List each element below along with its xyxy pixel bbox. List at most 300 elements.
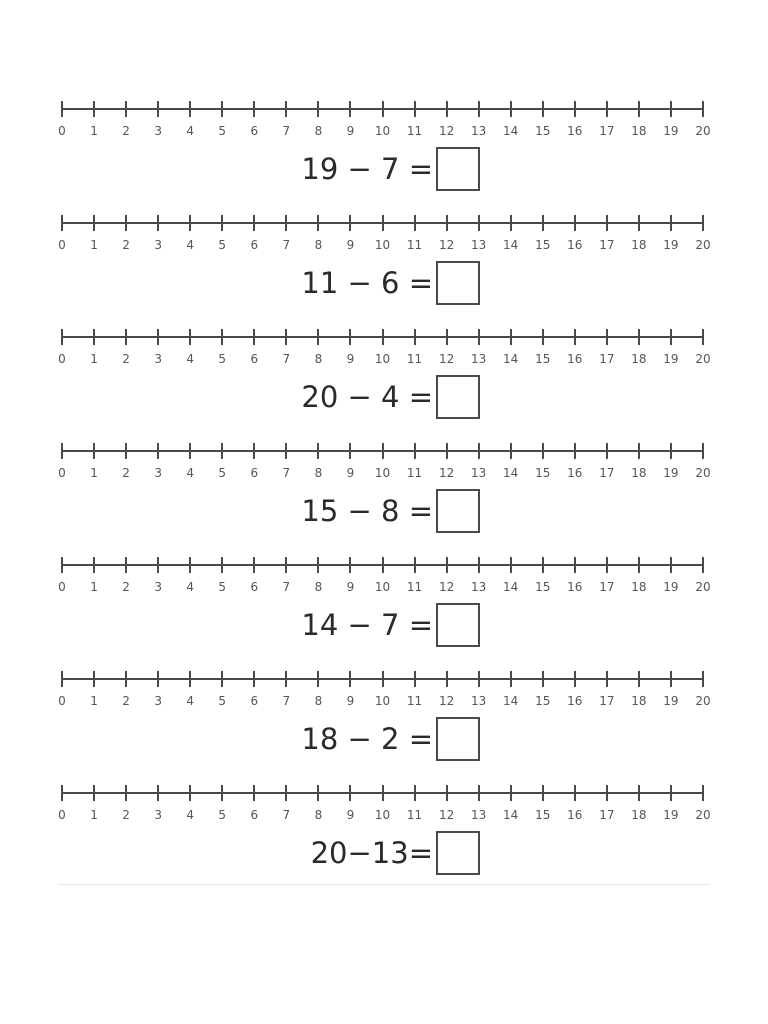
tick-label: 14: [503, 352, 519, 366]
tick-mark: [157, 101, 159, 117]
tick-label: 5: [218, 466, 227, 480]
tick-mark: [317, 101, 319, 117]
tick-label: 15: [535, 808, 551, 822]
tick-mark: [702, 557, 704, 573]
tick-label: 17: [599, 352, 615, 366]
tick-mark: [670, 215, 672, 231]
tick-label: 18: [631, 466, 647, 480]
tick-label: 19: [663, 352, 679, 366]
tick-label: 4: [186, 238, 194, 252]
tick-label: 14: [503, 808, 519, 822]
tick-mark: [285, 785, 287, 801]
tick-mark: [606, 101, 608, 117]
tick-label: 11: [406, 238, 423, 252]
equation-text: 18 − 2 =: [301, 722, 433, 756]
tick-label: 12: [438, 466, 455, 480]
answer-box[interactable]: [436, 375, 480, 419]
tick-mark: [285, 101, 287, 117]
tick-mark: [382, 101, 384, 117]
tick-label: 5: [218, 352, 227, 366]
tick-mark: [414, 329, 416, 345]
tick-mark: [670, 101, 672, 117]
tick-label: 19: [663, 580, 679, 594]
tick-label: 15: [535, 694, 551, 708]
tick-label: 20: [695, 466, 711, 480]
tick-label: 5: [218, 238, 227, 252]
tick-label: 15: [535, 580, 551, 594]
tick-mark: [638, 101, 640, 117]
tick-label: 17: [599, 808, 615, 822]
tick-label: 4: [186, 124, 194, 138]
tick-mark: [125, 785, 127, 801]
tick-mark: [61, 785, 63, 801]
tick-mark: [414, 557, 416, 573]
tick-mark: [285, 215, 287, 231]
tick-label: 17: [599, 124, 615, 138]
problem-4: [0, 443, 768, 557]
tick-mark: [253, 671, 255, 687]
tick-label: 3: [154, 238, 162, 252]
tick-label: 10: [374, 580, 391, 594]
tick-label: 5: [218, 694, 227, 708]
tick-mark: [157, 557, 159, 573]
tick-mark: [125, 215, 127, 231]
tick-mark: [221, 557, 223, 573]
tick-mark: [478, 785, 480, 801]
tick-mark: [606, 215, 608, 231]
tick-mark: [93, 671, 95, 687]
problem-2: [0, 215, 768, 329]
tick-mark: [349, 215, 351, 231]
tick-mark: [702, 215, 704, 231]
tick-label: 4: [186, 466, 194, 480]
tick-mark: [638, 329, 640, 345]
tick-label: 18: [631, 238, 647, 252]
tick-label: 2: [122, 694, 130, 708]
tick-label: 6: [250, 238, 259, 252]
tick-label: 16: [567, 124, 583, 138]
tick-label: 0: [58, 352, 66, 366]
tick-label: 17: [599, 694, 615, 708]
tick-mark: [253, 785, 255, 801]
tick-mark: [702, 785, 704, 801]
tick-label: 8: [314, 694, 323, 708]
answer-box[interactable]: [436, 147, 480, 191]
tick-label: 13: [471, 352, 487, 366]
tick-label: 17: [599, 466, 615, 480]
tick-label: 10: [374, 694, 391, 708]
tick-label: 6: [250, 694, 259, 708]
tick-mark: [670, 557, 672, 573]
equation: [301, 601, 480, 649]
tick-label: 19: [663, 694, 679, 708]
tick-mark: [478, 443, 480, 459]
equation-text: 15 − 8 =: [301, 494, 433, 528]
number-line: [58, 215, 711, 259]
tick-mark: [93, 215, 95, 231]
tick-mark: [253, 557, 255, 573]
tick-mark: [189, 671, 191, 687]
tick-mark: [157, 785, 159, 801]
tick-mark: [253, 215, 255, 231]
tick-label: 12: [438, 238, 455, 252]
tick-mark: [574, 443, 576, 459]
tick-label: 11: [406, 694, 423, 708]
tick-mark: [670, 443, 672, 459]
problem-3: [0, 329, 768, 443]
tick-label: 1: [90, 808, 98, 822]
tick-label: 1: [90, 580, 98, 594]
tick-mark: [349, 101, 351, 117]
tick-mark: [638, 443, 640, 459]
tick-mark: [542, 443, 544, 459]
tick-mark: [670, 671, 672, 687]
tick-mark: [221, 329, 223, 345]
tick-mark: [189, 557, 191, 573]
tick-mark: [125, 443, 127, 459]
tick-mark: [478, 329, 480, 345]
tick-label: 6: [250, 580, 259, 594]
equation-text: 14 − 7 =: [301, 608, 433, 642]
tick-mark: [382, 557, 384, 573]
tick-mark: [221, 785, 223, 801]
tick-mark: [414, 215, 416, 231]
tick-label: 9: [346, 694, 355, 708]
tick-label: 11: [406, 580, 423, 594]
tick-label: 0: [58, 466, 66, 480]
tick-label: 8: [314, 238, 323, 252]
tick-mark: [93, 557, 95, 573]
tick-mark: [189, 329, 191, 345]
tick-label: 8: [314, 580, 323, 594]
tick-mark: [93, 329, 95, 345]
tick-label: 4: [186, 694, 194, 708]
tick-mark: [317, 215, 319, 231]
tick-mark: [574, 215, 576, 231]
tick-mark: [574, 671, 576, 687]
tick-mark: [638, 557, 640, 573]
equation-text: 19 − 7 =: [301, 152, 433, 186]
problem-7: [0, 785, 768, 899]
tick-mark: [382, 443, 384, 459]
tick-label: 18: [631, 352, 647, 366]
tick-label: 7: [282, 808, 291, 822]
tick-label: 8: [314, 124, 323, 138]
tick-label: 16: [567, 352, 583, 366]
tick-label: 15: [535, 466, 551, 480]
tick-mark: [157, 443, 159, 459]
tick-mark: [414, 785, 416, 801]
problem-6: [0, 671, 768, 785]
tick-label: 18: [631, 694, 647, 708]
number-line: [58, 785, 711, 829]
tick-mark: [670, 785, 672, 801]
tick-label: 7: [282, 694, 291, 708]
tick-mark: [510, 101, 512, 117]
tick-label: 13: [471, 466, 487, 480]
tick-mark: [125, 101, 127, 117]
tick-mark: [349, 443, 351, 459]
tick-label: 3: [154, 694, 162, 708]
tick-mark: [638, 671, 640, 687]
tick-label: 16: [567, 808, 583, 822]
tick-label: 2: [122, 238, 130, 252]
tick-label: 15: [535, 352, 551, 366]
tick-label: 13: [471, 580, 487, 594]
tick-mark: [702, 671, 704, 687]
tick-label: 1: [90, 352, 98, 366]
tick-mark: [542, 557, 544, 573]
tick-mark: [221, 215, 223, 231]
tick-label: 12: [438, 694, 455, 708]
tick-mark: [574, 101, 576, 117]
tick-label: 16: [567, 466, 583, 480]
tick-label: 0: [58, 580, 66, 594]
tick-label: 0: [58, 808, 66, 822]
tick-mark: [606, 557, 608, 573]
tick-mark: [446, 329, 448, 345]
tick-mark: [61, 443, 63, 459]
tick-mark: [574, 329, 576, 345]
tick-mark: [510, 215, 512, 231]
tick-mark: [61, 101, 63, 117]
tick-label: 4: [186, 808, 194, 822]
tick-mark: [61, 215, 63, 231]
tick-mark: [285, 557, 287, 573]
tick-label: 1: [90, 466, 98, 480]
tick-mark: [253, 101, 255, 117]
answer-box[interactable]: [436, 717, 480, 761]
tick-label: 14: [503, 124, 519, 138]
tick-mark: [189, 215, 191, 231]
tick-label: 19: [663, 808, 679, 822]
tick-mark: [510, 785, 512, 801]
equation-text: 11 − 6 =: [301, 266, 433, 300]
tick-label: 11: [406, 466, 423, 480]
tick-mark: [253, 443, 255, 459]
number-line: [58, 329, 711, 373]
equation-text: 20 − 4 =: [301, 380, 433, 414]
tick-label: 18: [631, 808, 647, 822]
tick-mark: [638, 785, 640, 801]
answer-box[interactable]: [436, 831, 480, 875]
tick-label: 14: [503, 238, 519, 252]
equation: [301, 145, 480, 193]
tick-label: 7: [282, 124, 291, 138]
tick-label: 2: [122, 352, 130, 366]
tick-label: 18: [631, 124, 647, 138]
tick-label: 12: [438, 124, 455, 138]
tick-label: 6: [250, 808, 259, 822]
tick-mark: [61, 671, 63, 687]
tick-mark: [606, 443, 608, 459]
tick-label: 18: [631, 580, 647, 594]
tick-label: 5: [218, 808, 227, 822]
equation: [301, 715, 480, 763]
tick-mark: [414, 671, 416, 687]
tick-label: 12: [438, 580, 455, 594]
tick-mark: [93, 785, 95, 801]
tick-mark: [510, 671, 512, 687]
tick-mark: [446, 443, 448, 459]
tick-mark: [542, 101, 544, 117]
tick-label: 10: [374, 352, 391, 366]
tick-mark: [542, 671, 544, 687]
tick-label: 1: [90, 238, 98, 252]
tick-label: 15: [535, 238, 551, 252]
tick-mark: [414, 443, 416, 459]
equation: [311, 829, 480, 877]
tick-label: 9: [346, 808, 355, 822]
tick-mark: [317, 443, 319, 459]
tick-mark: [606, 671, 608, 687]
tick-label: 5: [218, 580, 227, 594]
bottom-divider: [58, 884, 710, 885]
tick-mark: [125, 557, 127, 573]
tick-label: 3: [154, 808, 162, 822]
tick-mark: [542, 215, 544, 231]
tick-mark: [478, 215, 480, 231]
tick-mark: [317, 671, 319, 687]
tick-mark: [510, 557, 512, 573]
tick-label: 9: [346, 466, 355, 480]
tick-mark: [317, 785, 319, 801]
tick-label: 10: [374, 238, 391, 252]
tick-label: 0: [58, 694, 66, 708]
tick-label: 7: [282, 352, 291, 366]
tick-label: 6: [250, 352, 259, 366]
tick-mark: [189, 785, 191, 801]
tick-label: 8: [314, 808, 323, 822]
tick-label: 20: [695, 808, 711, 822]
tick-mark: [670, 329, 672, 345]
tick-mark: [157, 671, 159, 687]
tick-label: 5: [218, 124, 227, 138]
equation-text: 20−13=: [310, 836, 433, 870]
tick-mark: [446, 101, 448, 117]
tick-label: 9: [346, 352, 355, 366]
tick-mark: [317, 557, 319, 573]
tick-label: 13: [471, 694, 487, 708]
tick-mark: [606, 329, 608, 345]
tick-label: 0: [58, 238, 66, 252]
tick-mark: [93, 101, 95, 117]
tick-mark: [414, 101, 416, 117]
tick-label: 12: [438, 808, 455, 822]
tick-label: 9: [346, 238, 355, 252]
tick-label: 20: [695, 124, 711, 138]
tick-mark: [542, 785, 544, 801]
answer-box[interactable]: [436, 261, 480, 305]
problem-1: [0, 101, 768, 215]
tick-mark: [349, 329, 351, 345]
tick-mark: [349, 785, 351, 801]
problem-5: [0, 557, 768, 671]
tick-label: 16: [567, 238, 583, 252]
tick-label: 3: [154, 352, 162, 366]
number-line: [58, 101, 711, 145]
tick-label: 16: [567, 580, 583, 594]
tick-label: 19: [663, 124, 679, 138]
tick-mark: [349, 557, 351, 573]
tick-label: 9: [346, 580, 355, 594]
tick-label: 2: [122, 808, 130, 822]
tick-mark: [510, 443, 512, 459]
tick-label: 13: [471, 124, 487, 138]
tick-label: 19: [663, 466, 679, 480]
tick-mark: [702, 101, 704, 117]
tick-label: 7: [282, 580, 291, 594]
tick-mark: [638, 215, 640, 231]
tick-mark: [446, 215, 448, 231]
tick-mark: [125, 671, 127, 687]
tick-mark: [446, 557, 448, 573]
tick-label: 20: [695, 352, 711, 366]
tick-label: 6: [250, 466, 259, 480]
tick-mark: [349, 671, 351, 687]
tick-label: 17: [599, 580, 615, 594]
tick-label: 16: [567, 694, 583, 708]
tick-label: 20: [695, 580, 711, 594]
tick-mark: [382, 329, 384, 345]
tick-mark: [221, 443, 223, 459]
number-line: [58, 443, 711, 487]
tick-label: 10: [374, 466, 391, 480]
tick-label: 12: [438, 352, 455, 366]
tick-mark: [189, 101, 191, 117]
tick-label: 10: [374, 124, 391, 138]
tick-mark: [285, 671, 287, 687]
number-line: [58, 557, 711, 601]
tick-mark: [61, 329, 63, 345]
equation: [301, 487, 480, 535]
tick-mark: [157, 215, 159, 231]
tick-mark: [446, 785, 448, 801]
tick-mark: [382, 785, 384, 801]
tick-label: 2: [122, 580, 130, 594]
tick-mark: [285, 443, 287, 459]
answer-box[interactable]: [436, 603, 480, 647]
tick-label: 14: [503, 694, 519, 708]
tick-mark: [61, 557, 63, 573]
equation: [301, 259, 480, 307]
tick-label: 7: [282, 238, 291, 252]
tick-mark: [510, 329, 512, 345]
tick-label: 2: [122, 124, 130, 138]
tick-label: 9: [346, 124, 355, 138]
tick-mark: [317, 329, 319, 345]
tick-mark: [574, 557, 576, 573]
tick-mark: [253, 329, 255, 345]
tick-label: 20: [695, 238, 711, 252]
answer-box[interactable]: [436, 489, 480, 533]
tick-mark: [446, 671, 448, 687]
tick-mark: [221, 671, 223, 687]
tick-label: 13: [471, 238, 487, 252]
tick-label: 7: [282, 466, 291, 480]
tick-label: 3: [154, 124, 162, 138]
tick-label: 3: [154, 466, 162, 480]
tick-label: 11: [406, 808, 423, 822]
tick-label: 14: [503, 466, 519, 480]
tick-mark: [574, 785, 576, 801]
tick-label: 6: [250, 124, 259, 138]
tick-label: 17: [599, 238, 615, 252]
tick-label: 20: [695, 694, 711, 708]
tick-mark: [93, 443, 95, 459]
tick-label: 13: [471, 808, 487, 822]
tick-label: 3: [154, 580, 162, 594]
